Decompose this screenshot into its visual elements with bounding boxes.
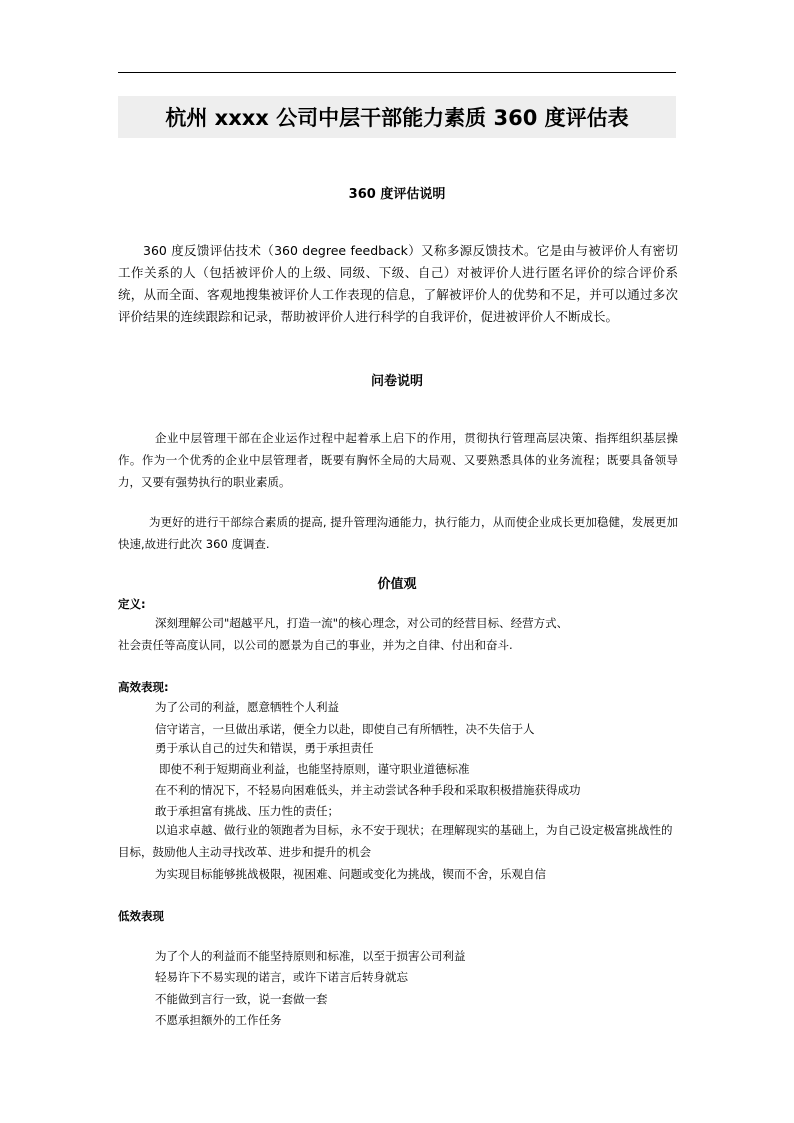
low-performance-label: 低效表现 <box>118 909 164 923</box>
low-performance-item: 不愿承担额外的工作任务 <box>155 1013 282 1027</box>
high-performance-item: 为实现目标能够挑战极限，视困难、问题或变化为挑战，锲而不舍，乐观自信 <box>155 867 546 881</box>
heading-values: 价值观 <box>377 577 417 592</box>
paragraph-questionnaire-1: 企业中层管理干部在企业运作过程中起着承上启下的作用，贯彻执行管理高层决策、指挥组织基层操作。作为一个优秀的企业中层管理者，既要有胸怀全局的大局观、又要熟悉具体的业务流程；既要具备领导力，又要有强势执行的职业素质。 <box>118 431 678 489</box>
header-rule <box>118 72 676 73</box>
definition-label: 定义: <box>118 597 146 611</box>
definition-line: 社会责任等高度认同，以公司的愿景为自己的事业，并为之自律、付出和奋斗. <box>118 638 513 652</box>
high-performance-item: 即使不利于短期商业利益，也能坚持原则，谨守职业道德标准 <box>159 762 470 776</box>
high-performance-item: 在不利的情况下，不轻易向困难低头，并主动尝试各种手段和采取积极措施获得成功 <box>155 783 581 797</box>
high-performance-item: 敢于承担富有挑战、压力性的责任； <box>155 804 339 818</box>
paragraph-questionnaire-2: 为更好的进行干部综合素质的提高, 提升管理沟通能力，执行能力，从而使企业成长更加稳健，发展更加快速,故进行此次 360 度调查. <box>118 515 678 551</box>
document-title: 杭州 xxxx 公司中层干部能力素质 360 度评估表 <box>165 106 629 130</box>
high-performance-item: 勇于承认自己的过失和错误，勇于承担责任 <box>155 741 374 755</box>
high-performance-item: 以追求卓越、做行业的领跑者为目标，永不安于现状；在理解现实的基础上，为自己设定极富挑战性的目标，鼓励他人主动寻找改革、进步和提升的机会 <box>118 823 673 859</box>
low-performance-item: 不能做到言行一致，说一套做一套 <box>155 992 328 1006</box>
definition-line: 深刻理解公司"超越平凡，打造一流"的核心理念，对公司的经营目标、经营方式、 <box>155 616 569 630</box>
heading-360-explanation: 360 度评估说明 <box>348 187 446 202</box>
low-performance-item: 轻易许下不易实现的诺言，或许下诺言后转身就忘 <box>155 970 408 984</box>
high-performance-label: 高效表现: <box>118 680 169 694</box>
high-performance-item: 信守诺言，一旦做出承诺，便全力以赴，即使自己有所牺牲，决不失信于人 <box>155 722 535 736</box>
heading-questionnaire: 问卷说明 <box>370 374 423 389</box>
title-banner <box>118 96 676 138</box>
high-performance-item: 为了公司的利益，愿意牺牲个人利益 <box>155 700 339 714</box>
low-performance-item: 为了个人的利益而不能坚持原则和标准，以至于损害公司利益 <box>155 949 466 963</box>
paragraph-360-explanation: 360 度反馈评估技术（360 degree feedback）又称多源反馈技术。它是由与被评价人有密切工作关系的人（包括被评价人的上级、同级、下级、自己）对被评价人进行匿名评价的综合评价系统，从而全面、客观地搜集被评价人工作表现的信息，了解被评价人的优势和不足，并可以通过多次评价结果的连续跟踪和记录，帮助被评价人进行科学的自我评价，促进被评价人不断成长。 <box>118 243 678 324</box>
